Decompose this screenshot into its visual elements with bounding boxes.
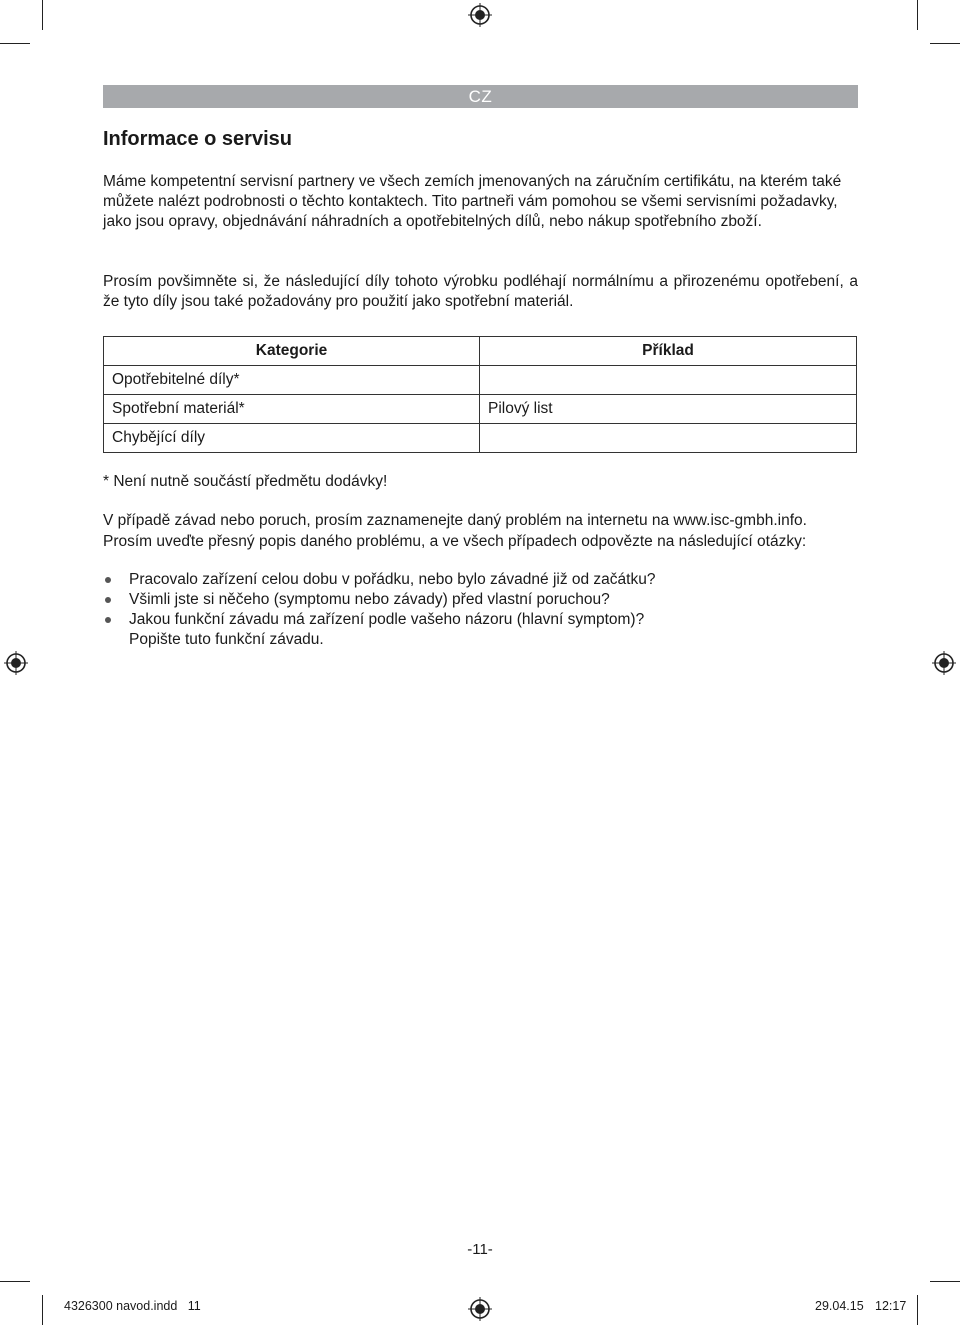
table-cell-example <box>480 424 857 453</box>
language-bar <box>103 85 858 108</box>
report-line-1: V případě závad nebo poruch, prosím zaznamenejte daný problém na internetu na www.isc-gmbh.info. <box>103 512 807 529</box>
bullet-icon <box>105 597 111 603</box>
table-cell-example <box>480 366 857 395</box>
table-header-example: Příklad <box>480 337 857 366</box>
list-item <box>103 630 863 650</box>
bullet-icon <box>105 577 111 583</box>
table-row <box>104 395 857 424</box>
crop-mark <box>42 1295 43 1325</box>
question-text: Popište tuto funkční závadu. <box>129 631 324 648</box>
table-cell-example: Pilový list <box>480 395 857 424</box>
registration-mark-icon <box>468 3 492 27</box>
table-header-category: Kategorie <box>104 337 480 366</box>
table-cell-category: Chybějící díly <box>104 424 480 453</box>
section-title: Informace o servisu <box>103 128 292 150</box>
intro-paragraph: Máme kompetentní servisní partnery ve všech zemích jmenovaných na záručním certifikátu, na kterém také můžete nalézt podrobnosti o těchto kontaktech. Tito partneři vám pomohou se všemi servisními požadavky, jako jsou opravy, objednávání náhradních a opotřebitelných dílů, nebo nákup spotřebního zboží. <box>103 173 842 230</box>
question-text: Jakou funkční závadu má zařízení podle vašeho názoru (hlavní symptom)? <box>129 611 645 628</box>
slug-date: 29.04.15 <box>815 1299 864 1313</box>
language-code: CZ <box>468 87 493 106</box>
list-item <box>103 590 863 610</box>
bullet-icon <box>105 617 111 623</box>
questions-list <box>103 570 863 650</box>
footnote: * Není nutně součástí předmětu dodávky! <box>103 473 388 490</box>
table-header-row <box>104 337 857 366</box>
parts-table <box>103 336 857 453</box>
page-number: -11- <box>467 1241 493 1258</box>
crop-mark <box>930 1281 960 1282</box>
crop-mark <box>930 43 960 44</box>
crop-mark <box>0 43 30 44</box>
question-text: Pracovalo zařízení celou dobu v pořádku, nebo bylo závadné již od začátku? <box>129 571 656 588</box>
crop-mark <box>917 1295 918 1325</box>
list-item <box>103 570 863 590</box>
slug-file-name: 4326300 navod.indd 11 <box>64 1299 201 1313</box>
registration-mark-icon <box>468 1297 492 1321</box>
table-cell-category: Opotřebitelné díly* <box>104 366 480 395</box>
slug-time: 12:17 <box>875 1299 907 1313</box>
report-line-2: Prosím uveďte přesný popis daného problému, a ve všech případech odpovězte na následující otázky: <box>103 533 807 550</box>
registration-mark-icon <box>4 651 28 675</box>
crop-mark <box>917 0 918 30</box>
table-row <box>104 424 857 453</box>
crop-mark <box>42 0 43 30</box>
table-row <box>104 366 857 395</box>
list-item <box>103 610 863 630</box>
registration-mark-icon <box>932 651 956 675</box>
crop-mark <box>0 1281 30 1282</box>
question-text: Všimli jste si něčeho (symptomu nebo závady) před vlastní poruchou? <box>129 591 610 608</box>
table-cell-category: Spotřební materiál* <box>104 395 480 424</box>
wear-note-paragraph: Prosím povšimněte si, že následující díly tohoto výrobku podléhají normálnímu a přirozenému opotřebení, a že tyto díly jsou také požadovány pro použití jako spotřební materiál. <box>103 273 858 310</box>
